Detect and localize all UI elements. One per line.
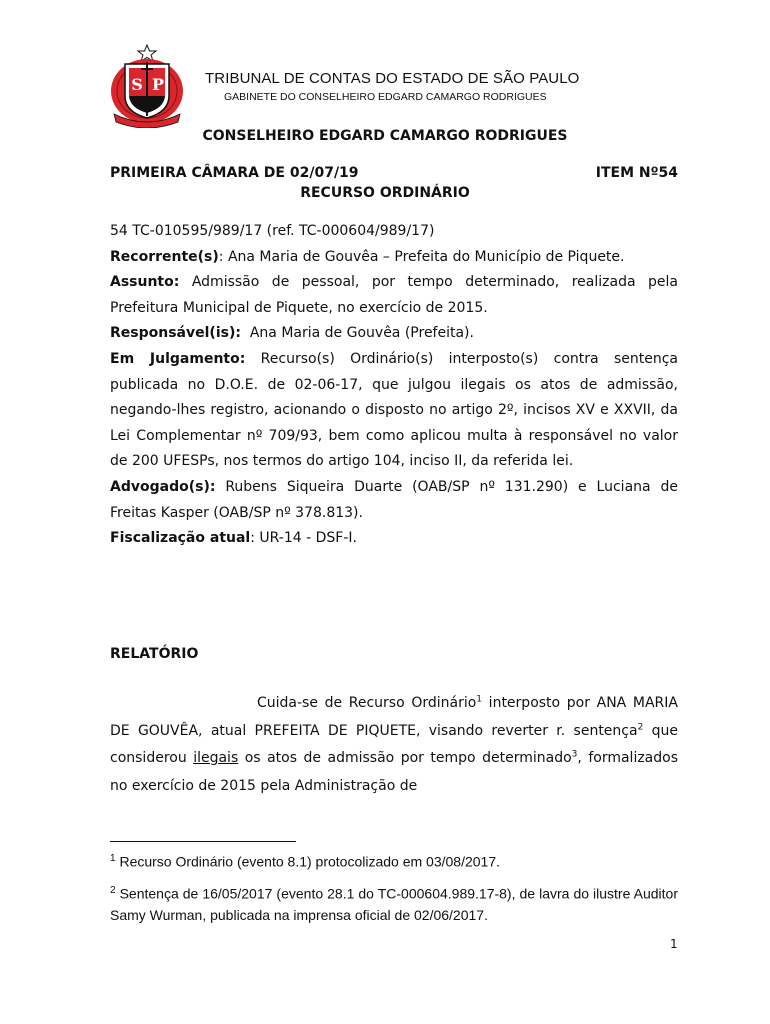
paragraph-text: que considerou (110, 722, 678, 766)
seal-letter-p: P (151, 75, 165, 94)
field-label: Advogado(s): (110, 478, 216, 495)
paragraph-text: Cuida-se de Recurso Ordinário (257, 695, 477, 711)
page-number: 1 (670, 937, 678, 951)
institution-name: TRIBUNAL DE CONTAS DO ESTADO DE SÃO PAULO (205, 70, 580, 87)
paragraph-text: , formalizados no exercício de 2015 pela Administração de (110, 750, 679, 794)
field-advogados (110, 475, 678, 526)
footnote-ref: 1 (476, 694, 483, 705)
report-paragraph (110, 690, 678, 800)
field-assunto (110, 270, 678, 321)
field-label: Em Julgamento: (110, 350, 246, 367)
footnote-text: Recurso Ordinário (evento 8.1) protocolizado em 03/08/2017. (115, 853, 501, 870)
footnote-1 (110, 849, 678, 872)
underlined-text: ilegais (193, 750, 239, 766)
field-value: : UR-14 - DSF-I. (250, 530, 357, 547)
footnote-separator (110, 841, 296, 842)
section-heading: RELATÓRIO (110, 646, 199, 662)
field-label: Responsável(is): (110, 325, 241, 342)
field-julgamento (110, 347, 678, 475)
document-title: CONSELHEIRO EDGARD CAMARGO RODRIGUES (202, 128, 568, 144)
session-date: PRIMEIRA CÂMARA DE 02/07/19 (110, 165, 359, 181)
footnote-ref: 2 (637, 721, 644, 732)
field-value: Admissão de pessoal, por tempo determinado, realizada pela Prefeitura Municipal de Piquete, no exercício de 2015. (110, 274, 678, 316)
item-number: ITEM Nº54 (595, 165, 678, 181)
paragraph-text: interposto por ANA MARIA DE GOUVÊA, atual PREFEITA DE PIQUETE, visando reverter r. sentença (110, 695, 678, 739)
seal-letter-s: S (131, 75, 143, 94)
field-responsavel (110, 321, 678, 347)
field-label: Fiscalização atual (110, 530, 251, 547)
field-value: Rubens Siqueira Duarte (OAB/SP nº 131.290) e Luciana de Freitas Kasper (OAB/SP nº 378.813). (110, 478, 678, 521)
process-number: 54 TC-010595/989/17 (ref. TC-000604/989/17) (110, 223, 435, 239)
paragraph-text: os atos de admissão por tempo determinado (238, 750, 572, 766)
sao-paulo-coat-of-arms-seal (108, 44, 186, 128)
footnote-number: 1 (110, 853, 116, 864)
office-name: GABINETE DO CONSELHEIRO EDGARD CAMARGO RODRIGUES (224, 91, 547, 103)
field-value: Recurso(s) Ordinário(s) interposto(s) contra sentença publicada no D.O.E. de 02-06-17, que julgou ilegais os atos de admissão, negando-lhes registro, acionando o disposto no artigo 2º, incisos XV e XXVII, da Lei Complementar nº 709/93, bem como aplicou multa à responsável no valor de 200 UFESPs, nos termos do artigo 104, inciso II, da referida lei. (110, 350, 678, 470)
record-type: RECURSO ORDINÁRIO (300, 185, 470, 201)
field-label: Assunto: (110, 274, 180, 291)
field-recorrente (110, 245, 678, 271)
field-value: Ana Maria de Gouvêa (Prefeita). (240, 325, 474, 342)
field-label: Recorrente(s) (110, 248, 219, 265)
case-details (110, 219, 678, 552)
footnote-2 (110, 880, 678, 926)
field-fiscalizacao (110, 526, 678, 552)
footnote-ref: 3 (571, 749, 578, 760)
footnote-number: 2 (110, 885, 116, 896)
field-value: : Ana Maria de Gouvêa – Prefeita do Município de Piquete. (218, 248, 625, 265)
footnote-text: Sentença de 16/05/2017 (evento 28.1 do TC-000604.989.17-8), de lavra do ilustre Auditor Samy Wurman, publicada na imprensa oficial de 02/06/2017. (110, 885, 678, 923)
